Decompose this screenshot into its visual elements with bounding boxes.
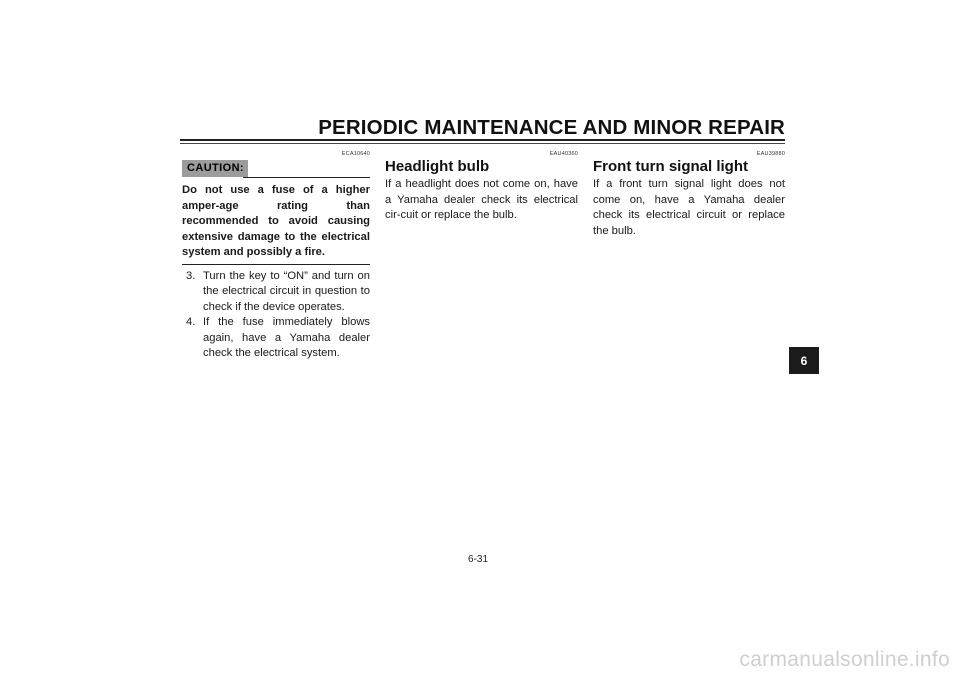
column-caution — [182, 150, 370, 362]
caution-label: CAUTION: — [182, 160, 248, 177]
step-text: If the fuse immediately blows again, have a Yamaha dealer check the electrical system. — [203, 316, 370, 359]
step-number: 4. — [186, 316, 196, 328]
caution-header — [182, 160, 370, 182]
caution-divider — [243, 177, 370, 178]
section-body: If a headlight does not come on, have a Yamaha dealer check its electrical cir-cuit or replace the bulb. — [385, 178, 578, 221]
step-number: 3. — [186, 269, 196, 282]
section-heading: Front turn signal light — [593, 158, 748, 175]
section-heading: Headlight bulb — [385, 158, 490, 175]
section-code: EAU39880 — [756, 151, 785, 157]
column-turn-signal — [593, 150, 785, 239]
caution-text: Do not use a fuse of a higher amper-age rating than recommended to avoid causing extensive damage to the electrical system and possibly a fire. — [182, 184, 370, 258]
section-code: ECA10640 — [341, 151, 370, 157]
list-item — [182, 315, 370, 362]
section-code: EAU40360 — [549, 151, 578, 157]
chapter-tab: 6 — [789, 347, 819, 374]
list-item — [182, 269, 370, 316]
header-rule-thin — [180, 143, 785, 144]
page-number: 6-31 — [468, 554, 489, 565]
step-list — [182, 269, 370, 362]
watermark: carmanualsonline.info — [739, 648, 950, 671]
caution-bottom-rule — [182, 264, 370, 265]
page-title: PERIODIC MAINTENANCE AND MINOR REPAIR — [318, 116, 785, 139]
column-headlight — [385, 150, 578, 224]
step-text: Turn the key to “ON” and turn on the electrical circuit in question to check if the device operates. — [203, 269, 370, 313]
header-rule-thick — [180, 139, 785, 141]
section-body: If a front turn signal light does not come on, have a Yamaha dealer check its electrical circuit or replace the bulb. — [593, 178, 785, 237]
